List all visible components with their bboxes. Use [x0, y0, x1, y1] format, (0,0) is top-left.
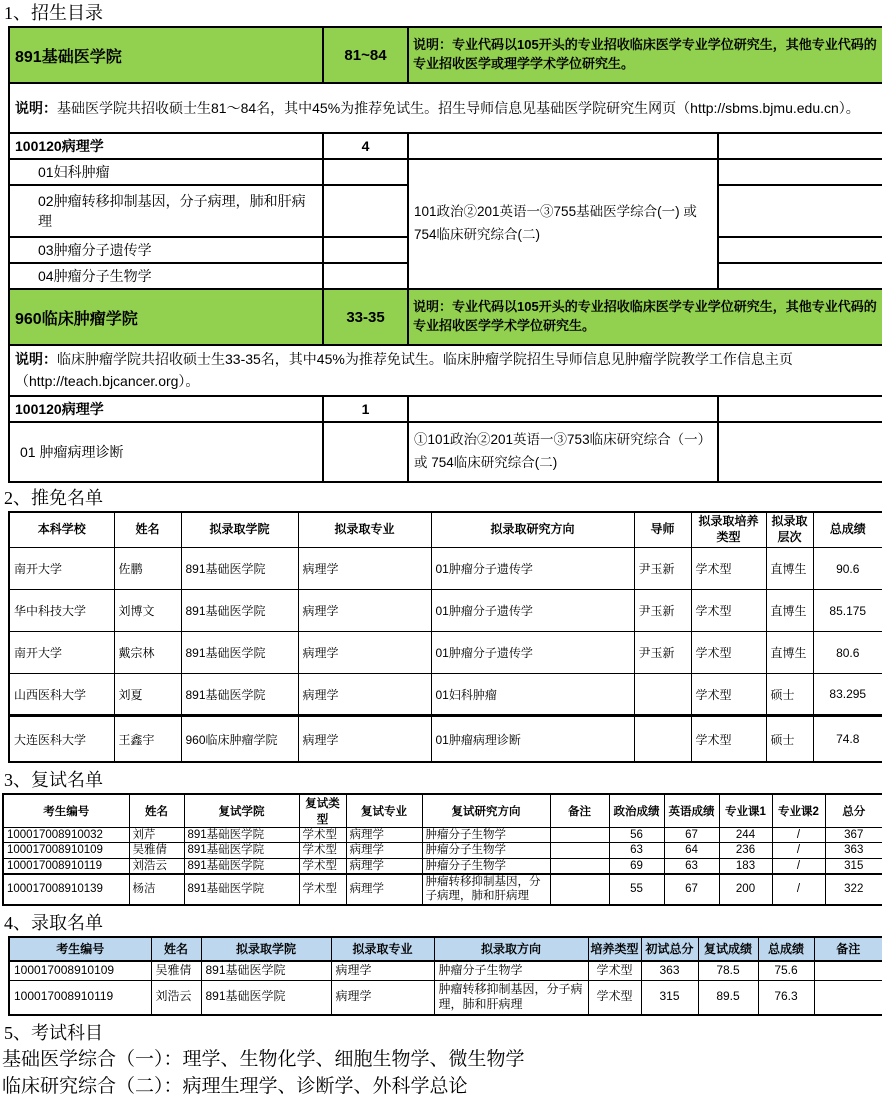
exam-subjects: ①101政治②201英语一③753临床研究综合（一） 或 754临床研究综合(二): [408, 422, 718, 482]
column-header: 本科学校: [9, 512, 114, 548]
table-cell: 病理学: [331, 961, 434, 980]
table-cell: 学术型: [691, 632, 766, 674]
header-row: [9, 937, 882, 961]
table-cell: 病理学: [298, 716, 431, 762]
table-cell: 69: [609, 858, 664, 874]
table-cell: 891基础医学院: [181, 590, 298, 632]
column-header: 姓名: [129, 794, 184, 828]
exam-subjects: 101政治②201英语一③755基础医学综合(一) 或 754临床研究综合(二): [408, 159, 718, 289]
table-cell: 322: [825, 874, 882, 905]
section-title-admission-list: 4、录取名单: [4, 912, 103, 933]
table-cell: 80.6: [813, 632, 882, 674]
table-cell: 960临床肿瘤学院: [181, 716, 298, 762]
dept1-note: [9, 83, 882, 133]
table-cell: [814, 980, 882, 1015]
table-cell: [550, 874, 609, 905]
program-name: 100120病理学: [9, 133, 323, 159]
column-header: 总分: [825, 794, 882, 828]
table-cell: 佐鹏: [114, 548, 181, 590]
table-cell: 315: [641, 980, 698, 1015]
table-cell: 直博生: [766, 590, 813, 632]
section-title-admissions-catalog: 1、招生目录: [4, 3, 103, 23]
table-cell: [814, 961, 882, 980]
direction-label: 03肿瘤分子遗传学: [9, 237, 323, 263]
table-cell: 戴宗林: [114, 632, 181, 674]
table-row: [3, 874, 882, 905]
table-cell: 315: [825, 858, 882, 874]
table-cell: 85.175: [813, 590, 882, 632]
table-cell: 硕士: [766, 716, 813, 762]
header-row: [9, 512, 882, 548]
column-header: 专业课1: [719, 794, 772, 828]
table-row: [3, 843, 882, 858]
column-header: 复试专业: [346, 794, 422, 828]
table-cell: 76.3: [758, 980, 814, 1015]
column-header: 导师: [634, 512, 691, 548]
empty-cell: [718, 263, 882, 289]
table-header: [9, 512, 882, 548]
table-row: [3, 858, 882, 874]
empty-cell: [718, 185, 882, 237]
column-header: 拟录取层次: [766, 512, 813, 548]
program-name: 100120病理学: [9, 396, 323, 422]
header-row: [3, 794, 882, 828]
column-header: 拟录取方向: [434, 937, 588, 961]
retest-list-table: [2, 793, 882, 906]
note-label: 说明：: [15, 351, 57, 367]
note-label: 说明：: [15, 99, 57, 116]
dept2-program-row: [9, 396, 882, 422]
table-cell: 363: [825, 843, 882, 858]
table-body: [9, 548, 882, 762]
table-cell: 病理学: [346, 843, 422, 858]
empty-cell: [718, 237, 882, 263]
table-cell: 100017008910119: [3, 858, 129, 874]
table-cell: 100017008910139: [3, 874, 129, 905]
table-cell: 367: [825, 827, 882, 842]
table-cell: 刘芹: [129, 827, 184, 842]
dept2-note-row: [9, 345, 882, 396]
table-cell: 891基础医学院: [181, 548, 298, 590]
column-header: 专业课2: [772, 794, 825, 828]
table-cell: 吴雅倩: [129, 843, 184, 858]
table-cell: 刘浩云: [129, 858, 184, 874]
column-header: 拟录取专业: [298, 512, 431, 548]
column-header: 培养类型: [588, 937, 641, 961]
section-title-recommended-list: 2、推免名单: [4, 487, 103, 508]
column-header: 考生编号: [9, 937, 151, 961]
dept2-quota: 33-35: [323, 289, 408, 345]
section-title-retest-list: 3、复试名单: [4, 769, 103, 790]
table-cell: 学术型: [691, 674, 766, 716]
column-header: 总成绩: [758, 937, 814, 961]
table-cell: 病理学: [298, 548, 431, 590]
empty-cell: [323, 422, 408, 482]
table-cell: 891基础医学院: [184, 858, 299, 874]
table-cell: [634, 716, 691, 762]
column-header: 姓名: [151, 937, 201, 961]
section-title-exam-subjects: 5、考试科目: [4, 1022, 103, 1043]
table-cell: 肿瘤分子生物学: [434, 961, 588, 980]
column-header: 复试类型: [299, 794, 346, 828]
table-cell: 病理学: [346, 874, 422, 905]
column-header: 备注: [550, 794, 609, 828]
empty-cell: [718, 133, 882, 159]
dept2-header-row: [9, 289, 882, 345]
column-header: 拟录取研究方向: [431, 512, 634, 548]
table-cell: 01肿瘤病理诊断: [431, 716, 634, 762]
column-header: 复试研究方向: [422, 794, 550, 828]
column-header: 拟录取培养类型: [691, 512, 766, 548]
table-cell: 01肿瘤分子遗传学: [431, 632, 634, 674]
table-cell: 891基础医学院: [181, 674, 298, 716]
column-header: 拟录取专业: [331, 937, 434, 961]
table-cell: 891基础医学院: [181, 632, 298, 674]
table-row: [9, 548, 882, 590]
recommended-list-table: [8, 511, 882, 763]
table-cell: 01妇科肿瘤: [431, 674, 634, 716]
table-cell: 病理学: [298, 590, 431, 632]
column-header: 考生编号: [3, 794, 129, 828]
table-cell: 肿瘤分子生物学: [422, 827, 550, 842]
table-cell: /: [772, 843, 825, 858]
table-cell: 63: [664, 858, 719, 874]
column-header: 拟录取学院: [201, 937, 331, 961]
column-header: 政治成绩: [609, 794, 664, 828]
table-cell: 83.295: [813, 674, 882, 716]
table-cell: 尹玉新: [634, 548, 691, 590]
table-cell: 56: [609, 827, 664, 842]
table-cell: 891基础医学院: [201, 980, 331, 1015]
table-cell: 尹玉新: [634, 632, 691, 674]
column-header: 初试总分: [641, 937, 698, 961]
table-cell: 学术型: [691, 590, 766, 632]
table-body: [3, 827, 882, 905]
table-cell: 学术型: [588, 980, 641, 1015]
table-cell: 891基础医学院: [184, 843, 299, 858]
direction-label: 02肿瘤转移抑制基因，分子病理，肺和肝病理: [9, 185, 323, 237]
table-cell: 吴雅倩: [151, 961, 201, 980]
empty-cell: [718, 422, 882, 482]
table-cell: 山西医科大学: [9, 674, 114, 716]
table-cell: 67: [664, 827, 719, 842]
exam-subjects-basic-medicine: 基础医学综合（一）：理学、生物化学、细胞生物学、微生物学: [2, 1048, 525, 1070]
note-text: 基础医学院共招收硕士生81～84名，其中45%为推荐免试生。招生导师信息见基础医学院研究生网页（http://sbms.bjmu.edu.cn）。: [57, 99, 860, 116]
dept2-note: [9, 345, 882, 396]
table-cell: 200: [719, 874, 772, 905]
table-cell: 学术型: [299, 843, 346, 858]
table-cell: 南开大学: [9, 632, 114, 674]
table-cell: 891基础医学院: [184, 874, 299, 905]
table-cell: 89.5: [698, 980, 758, 1015]
table-cell: 891基础医学院: [201, 961, 331, 980]
dept1-header-row: [9, 27, 882, 83]
exam-subjects-clinical-research: 临床研究综合（二）：病理生理学、诊断学、外科学总论: [2, 1075, 468, 1097]
column-header: 复试学院: [184, 794, 299, 828]
table-cell: 学术型: [691, 716, 766, 762]
table-cell: 01肿瘤分子遗传学: [431, 548, 634, 590]
table-cell: 学术型: [299, 874, 346, 905]
column-header: 英语成绩: [664, 794, 719, 828]
table-cell: 肿瘤转移抑制基因，分子病理，肺和肝病理: [422, 874, 550, 905]
table-cell: 硕士: [766, 674, 813, 716]
table-cell: 尹玉新: [634, 590, 691, 632]
table-cell: 刘浩云: [151, 980, 201, 1015]
table-header: [3, 794, 882, 828]
direction-row: [9, 159, 882, 185]
table-cell: 南开大学: [9, 548, 114, 590]
dept2-name: 960临床肿瘤学院: [9, 289, 323, 345]
empty-cell: [718, 159, 882, 185]
table-header: [9, 937, 882, 961]
table-row: [9, 632, 882, 674]
table-cell: 100017008910109: [3, 843, 129, 858]
dept1-note-row: [9, 83, 882, 133]
dept2-remark: 说明：专业代码以105开头的专业招收临床医学专业学位研究生，其他专业代码的专业招收医学学术学位研究生。: [408, 289, 882, 345]
table-cell: 学术型: [588, 961, 641, 980]
program-quota: 4: [323, 133, 408, 159]
table-row: [9, 590, 882, 632]
empty-cell: [323, 263, 408, 289]
table-cell: 100017008910119: [9, 980, 151, 1015]
table-cell: [550, 858, 609, 874]
dept1-remark: 说明：专业代码以105开头的专业招收临床医学专业学位研究生，其他专业代码的专业招收医学或理学学术学位研究生。: [408, 27, 882, 83]
direction-row: [9, 422, 882, 482]
dept1-quota: 81~84: [323, 27, 408, 83]
table-row: [9, 961, 882, 980]
table-cell: 244: [719, 827, 772, 842]
table-cell: [550, 843, 609, 858]
table-cell: 肿瘤分子生物学: [422, 858, 550, 874]
table-cell: 100017008910032: [3, 827, 129, 842]
empty-cell: [408, 133, 718, 159]
table-cell: 75.6: [758, 961, 814, 980]
table-cell: 01肿瘤分子遗传学: [431, 590, 634, 632]
table-cell: 华中科技大学: [9, 590, 114, 632]
empty-cell: [323, 185, 408, 237]
table-row: [3, 827, 882, 842]
table-body: [9, 961, 882, 1015]
table-cell: 病理学: [346, 827, 422, 842]
table-cell: 90.6: [813, 548, 882, 590]
table-cell: 63: [609, 843, 664, 858]
direction-label: 01妇科肿瘤: [9, 159, 323, 185]
table-cell: 王鑫宇: [114, 716, 181, 762]
table-cell: 236: [719, 843, 772, 858]
dept1-name: 891基础医学院: [9, 27, 323, 83]
table-cell: [634, 674, 691, 716]
table-cell: 100017008910109: [9, 961, 151, 980]
table-cell: 55: [609, 874, 664, 905]
table-cell: 大连医科大学: [9, 716, 114, 762]
table-cell: 学术型: [299, 858, 346, 874]
column-header: 拟录取学院: [181, 512, 298, 548]
dept1-program-row: [9, 133, 882, 159]
table-cell: 刘博文: [114, 590, 181, 632]
empty-cell: [408, 396, 718, 422]
table-cell: 直博生: [766, 632, 813, 674]
table-cell: 刘夏: [114, 674, 181, 716]
column-header: 总成绩: [813, 512, 882, 548]
table-cell: 肿瘤转移抑制基因，分子病理，肺和肝病理: [434, 980, 588, 1015]
table-row: [9, 716, 882, 762]
table-cell: 78.5: [698, 961, 758, 980]
table-cell: 病理学: [346, 858, 422, 874]
direction-label: 04肿瘤分子生物学: [9, 263, 323, 289]
table-cell: 67: [664, 874, 719, 905]
empty-cell: [718, 396, 882, 422]
table-cell: 64: [664, 843, 719, 858]
direction-label: 01 肿瘤病理诊断: [9, 422, 323, 482]
column-header: 姓名: [114, 512, 181, 548]
table-cell: 学术型: [299, 827, 346, 842]
table-cell: 病理学: [298, 674, 431, 716]
table-cell: 183: [719, 858, 772, 874]
admission-list-table: [8, 936, 882, 1016]
table-cell: 74.8: [813, 716, 882, 762]
admissions-catalog-table: [8, 26, 882, 483]
table-cell: /: [772, 874, 825, 905]
table-cell: 891基础医学院: [184, 827, 299, 842]
table-cell: 肿瘤分子生物学: [422, 843, 550, 858]
note-text: 临床肿瘤学院共招收硕士生33-35名，其中45%为推荐免试生。临床肿瘤学院招生导师信息见肿瘤学院教学工作信息主页（http://teach.bjcancer.org）。: [15, 351, 793, 390]
program-quota: 1: [323, 396, 408, 422]
table-cell: [550, 827, 609, 842]
column-header: 备注: [814, 937, 882, 961]
empty-cell: [323, 159, 408, 185]
table-cell: 直博生: [766, 548, 813, 590]
column-header: 复试成绩: [698, 937, 758, 961]
empty-cell: [323, 237, 408, 263]
table-cell: 363: [641, 961, 698, 980]
table-cell: 杨洁: [129, 874, 184, 905]
table-cell: 学术型: [691, 548, 766, 590]
table-row: [9, 980, 882, 1015]
table-cell: /: [772, 858, 825, 874]
table-cell: 病理学: [331, 980, 434, 1015]
table-cell: 病理学: [298, 632, 431, 674]
table-row: [9, 674, 882, 716]
table-cell: /: [772, 827, 825, 842]
